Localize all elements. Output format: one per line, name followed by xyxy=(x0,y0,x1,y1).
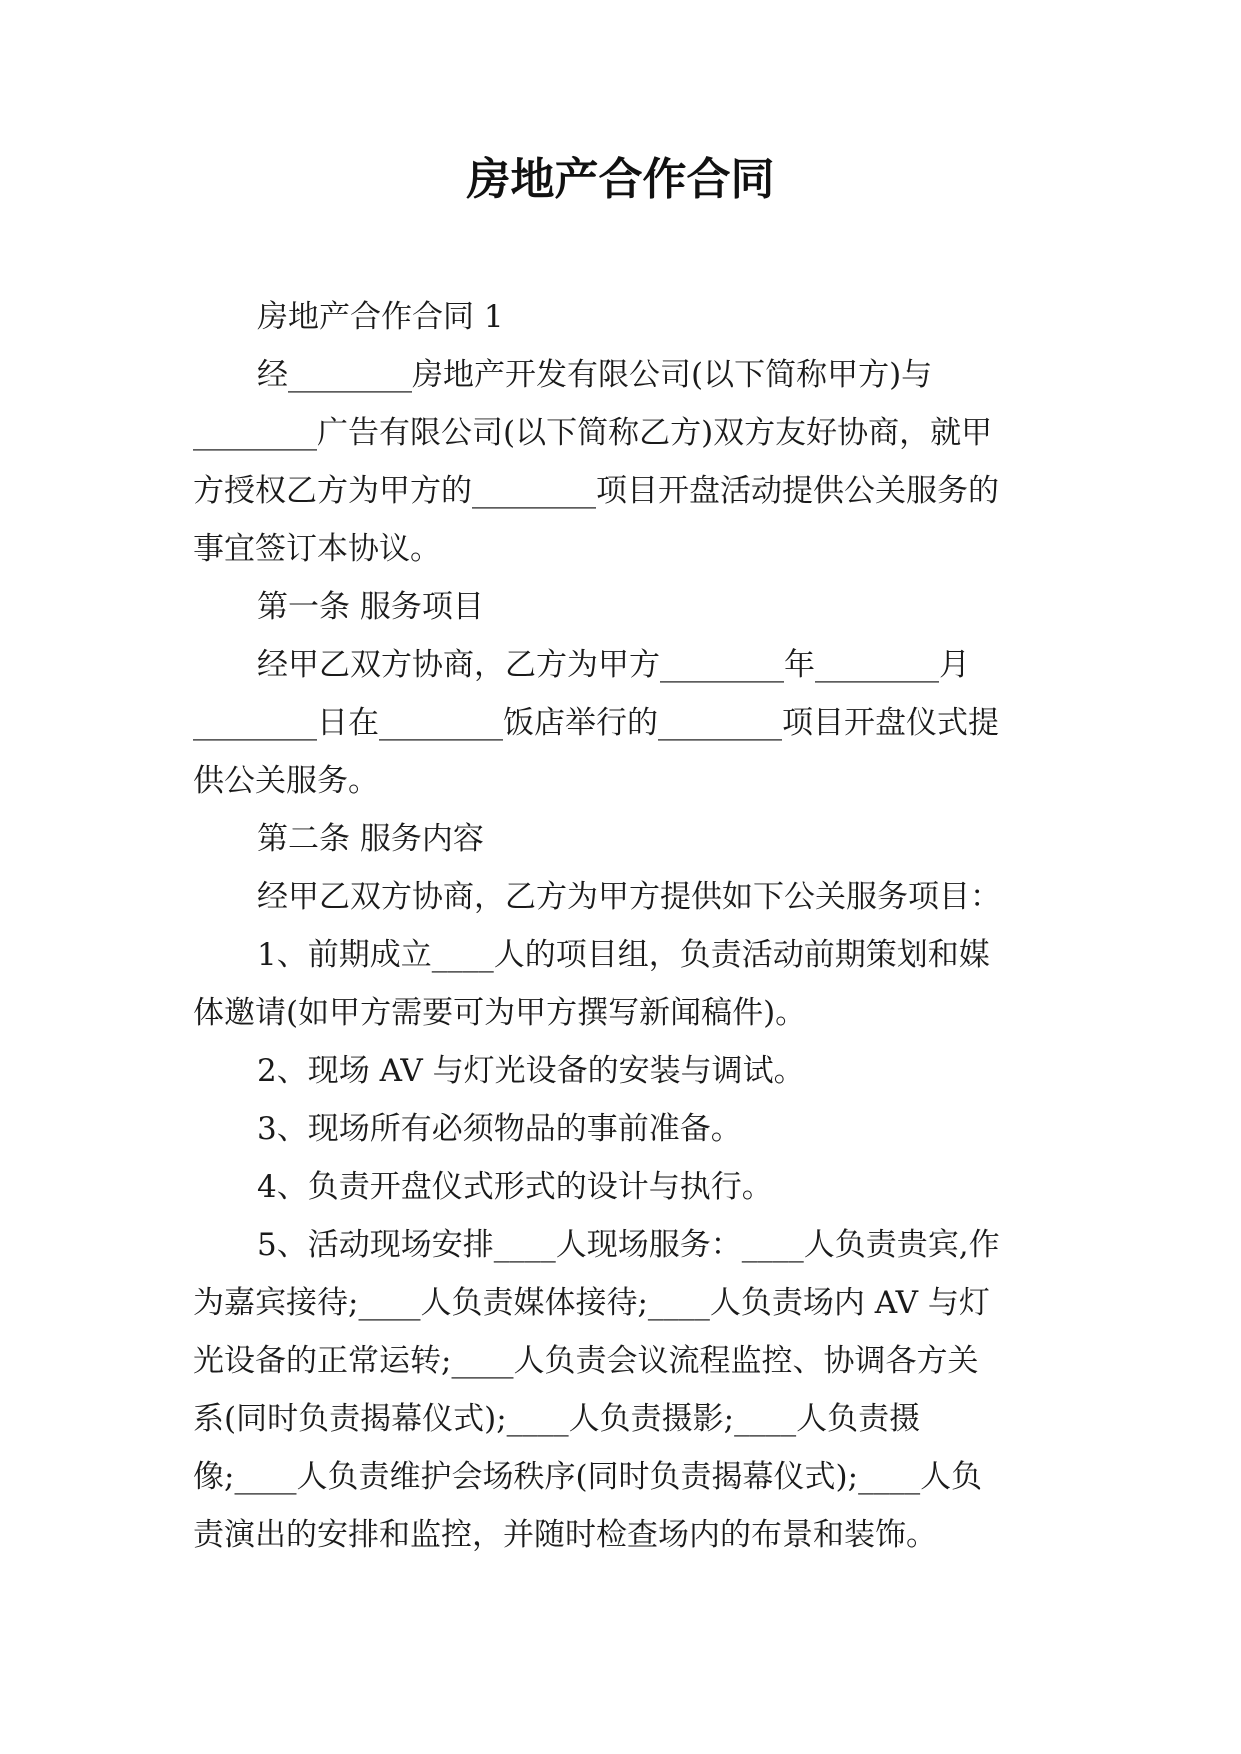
body-line: 5、活动现场安排____人现场服务：____人负责贵宾,作 xyxy=(257,1227,1000,1263)
body-line: ________日在________饭店举行的________项目开盘仪式提 xyxy=(193,705,999,741)
body-line: 房地产合作合同 1 xyxy=(257,299,504,335)
document-body xyxy=(193,288,1053,1564)
body-line: ________广告有限公司(以下简称乙方)双方友好协商，就甲 xyxy=(193,415,993,451)
body-line: 供公关服务。 xyxy=(193,763,379,799)
body-line: 1、前期成立____人的项目组，负责活动前期策划和媒 xyxy=(257,937,990,973)
body-line: 2、现场 AV 与灯光设备的安装与调试。 xyxy=(257,1053,805,1089)
body-line: 事宜签订本协议。 xyxy=(193,531,441,567)
body-line: 3、现场所有必须物品的事前准备。 xyxy=(257,1111,742,1147)
body-line: 责演出的安排和监控，并随时检查场内的布景和装饰。 xyxy=(193,1517,937,1553)
body-line: 为嘉宾接待;____人负责媒体接待;____人负责场内 AV 与灯 xyxy=(193,1285,990,1321)
body-line: 像;____人负责维护会场秩序(同时负责揭幕仪式);____人负 xyxy=(193,1459,983,1495)
body-line: 体邀请(如甲方需要可为甲方撰写新闻稿件)。 xyxy=(193,995,807,1031)
body-line: 第二条 服务内容 xyxy=(257,821,484,857)
body-line: 4、负责开盘仪式形式的设计与执行。 xyxy=(257,1169,773,1205)
body-line: 方授权乙方为甲方的________项目开盘活动提供公关服务的 xyxy=(193,473,999,509)
body-line: 系(同时负责揭幕仪式);____人负责摄影;____人负责摄 xyxy=(193,1401,921,1437)
document-title: 房地产合作合同 xyxy=(466,154,775,205)
body-line: 第一条 服务项目 xyxy=(257,589,484,625)
body-line: 经甲乙双方协商，乙方为甲方________年________月 xyxy=(257,647,970,683)
body-line: 经甲乙双方协商，乙方为甲方提供如下公关服务项目： xyxy=(257,879,1001,915)
body-line: 光设备的正常运转;____人负责会议流程监控、协调各方关 xyxy=(193,1343,979,1379)
body-line: 经________房地产开发有限公司(以下简称甲方)与 xyxy=(257,357,933,393)
